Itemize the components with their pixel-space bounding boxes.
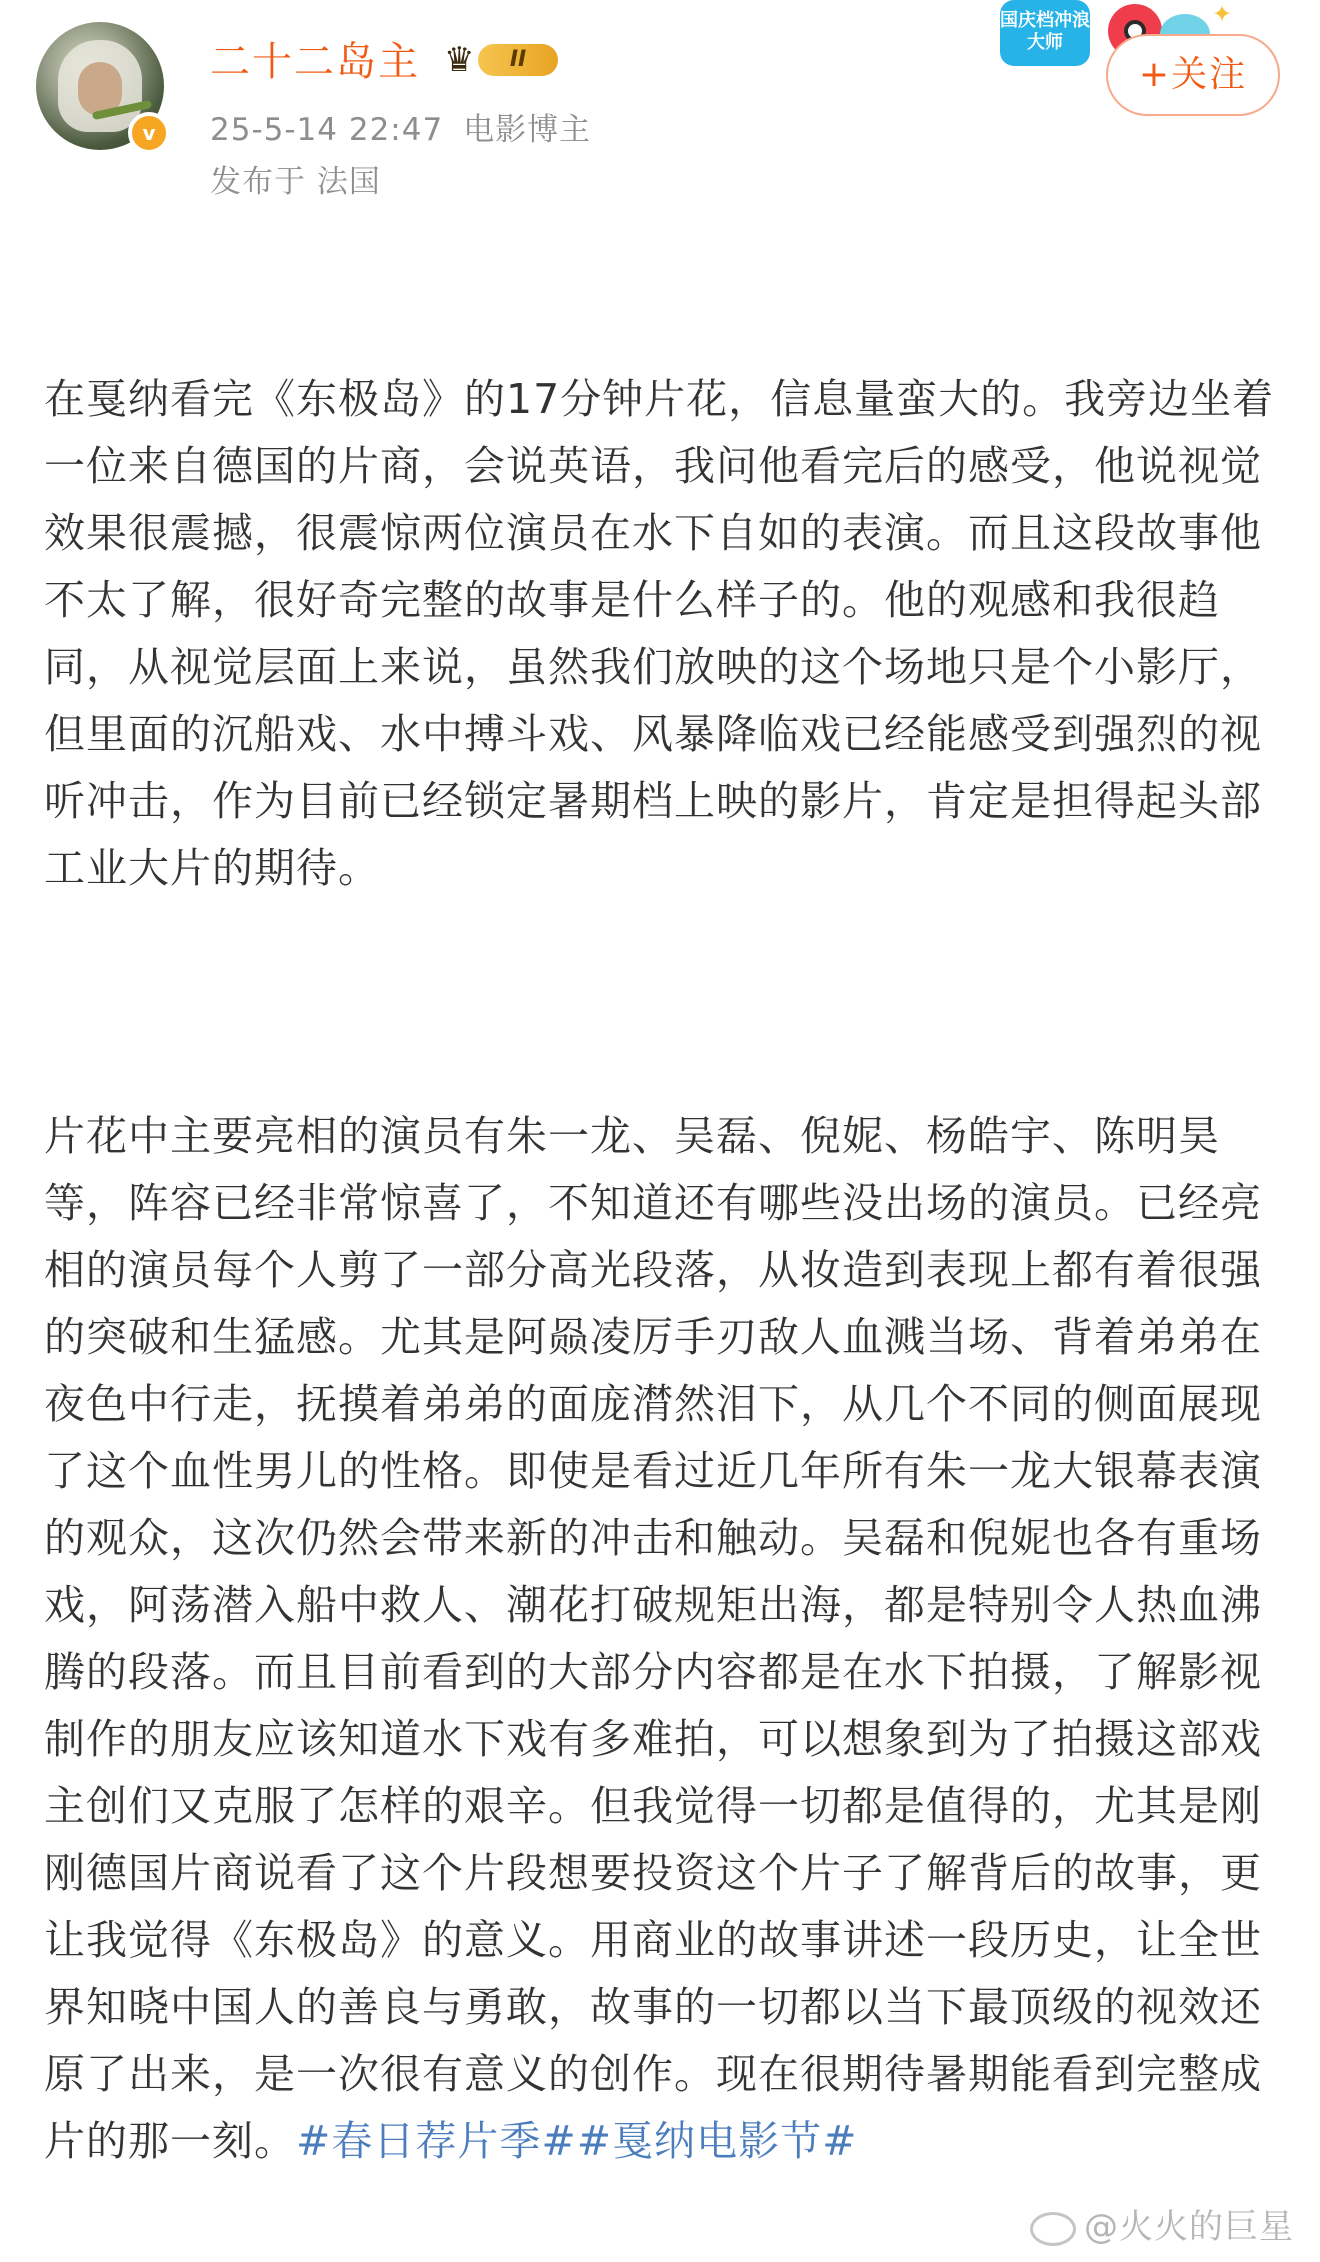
promo-tv-icon: 国庆档冲浪大师 bbox=[1000, 0, 1090, 66]
post-paragraph-text: 片花中主要亮相的演员有朱一龙、吴磊、倪妮、杨皓宇、陈明昊等，阵容已经非常惊喜了，不知道还有哪些没出场的演员。已经亮相的演员每个人剪了一部分高光段落，从妆造到表现上都有着很强的突破和生猛感。尤其是阿赑凌厉手刃敌人血溅当场、背着弟弟在夜色中行走，抚摸着弟弟的面庞潸然泪下，从几个不同的侧面展现了这个血性男儿的性格。即使是看过近几年所有朱一龙大银幕表演的观众，这次仍然会带来新的冲击和触动。吴磊和倪妮也各有重场戏，阿荡潜入船中救人、潮花打破规矩出海，都是特别令人热血沸腾的段落。而且目前看到的大部分内容都是在水下拍摄，了解影视制作的朋友应该知道水下戏有多难拍，可以想象到为了拍摄这部戏主创们又克服了怎样的艰辛。但我觉得一切都是值得的，尤其是刚刚德国片商说看了这个片段想要投资这个片子了解背后的故事，更让我觉得《东极岛》的意义。用商业的故事讲述一段历史，让全世界知晓中国人的善良与勇敢，故事的一切都以当下最顶级的视效还原了出来，是一次很有意义的创作。现在很期待暑期能看到完整成片的那一刻。 bbox=[44, 1112, 1262, 2165]
author-name[interactable]: 二十二岛主 bbox=[210, 39, 420, 85]
author-role: 电影博主 bbox=[463, 112, 592, 148]
rank-badge-level: II bbox=[478, 44, 558, 76]
watermark bbox=[1030, 2199, 1294, 2248]
hashtag-link[interactable]: #戛纳电影节# bbox=[576, 2117, 858, 2165]
watermark-text: @火火的巨星 bbox=[1084, 2207, 1294, 2247]
post-paragraph bbox=[44, 1103, 1280, 2175]
post-body bbox=[44, 232, 1280, 2242]
post-header bbox=[0, 0, 1320, 200]
weibo-logo-icon bbox=[1030, 2212, 1076, 2246]
post-location: 发布于 法国 bbox=[210, 164, 381, 200]
hashtag-link[interactable]: #春日荐片季# bbox=[296, 2117, 577, 2165]
promo-star-icon: ✦ bbox=[1212, 0, 1233, 28]
post-paragraph: 在戛纳看完《东极岛》的17分钟片花，信息量蛮大的。我旁边坐着一位来自德国的片商，会说英语，我问他看完后的感受，他说视觉效果很震撼，很震惊两位演员在水下自如的表演。而且这段故事他不太了解，很好奇完整的故事是什么样子的。他的观感和我很趋同，从视觉层面上来说，虽然我们放映的这个场地只是个小影厅，但里面的沉船戏、水中搏斗戏、风暴降临戏已经能感受到强烈的视听冲击，作为目前已经锁定暑期档上映的影片，肯定是担得起头部工业大片的期待。 bbox=[44, 375, 1275, 892]
rank-badge[interactable] bbox=[444, 38, 560, 82]
follow-button[interactable]: +关注 bbox=[1106, 34, 1280, 116]
verified-badge-icon: v bbox=[128, 112, 170, 154]
post-meta bbox=[210, 104, 591, 149]
crown-icon: ♛ bbox=[444, 40, 475, 80]
post-timestamp: 25-5-14 22:47 bbox=[210, 112, 444, 148]
